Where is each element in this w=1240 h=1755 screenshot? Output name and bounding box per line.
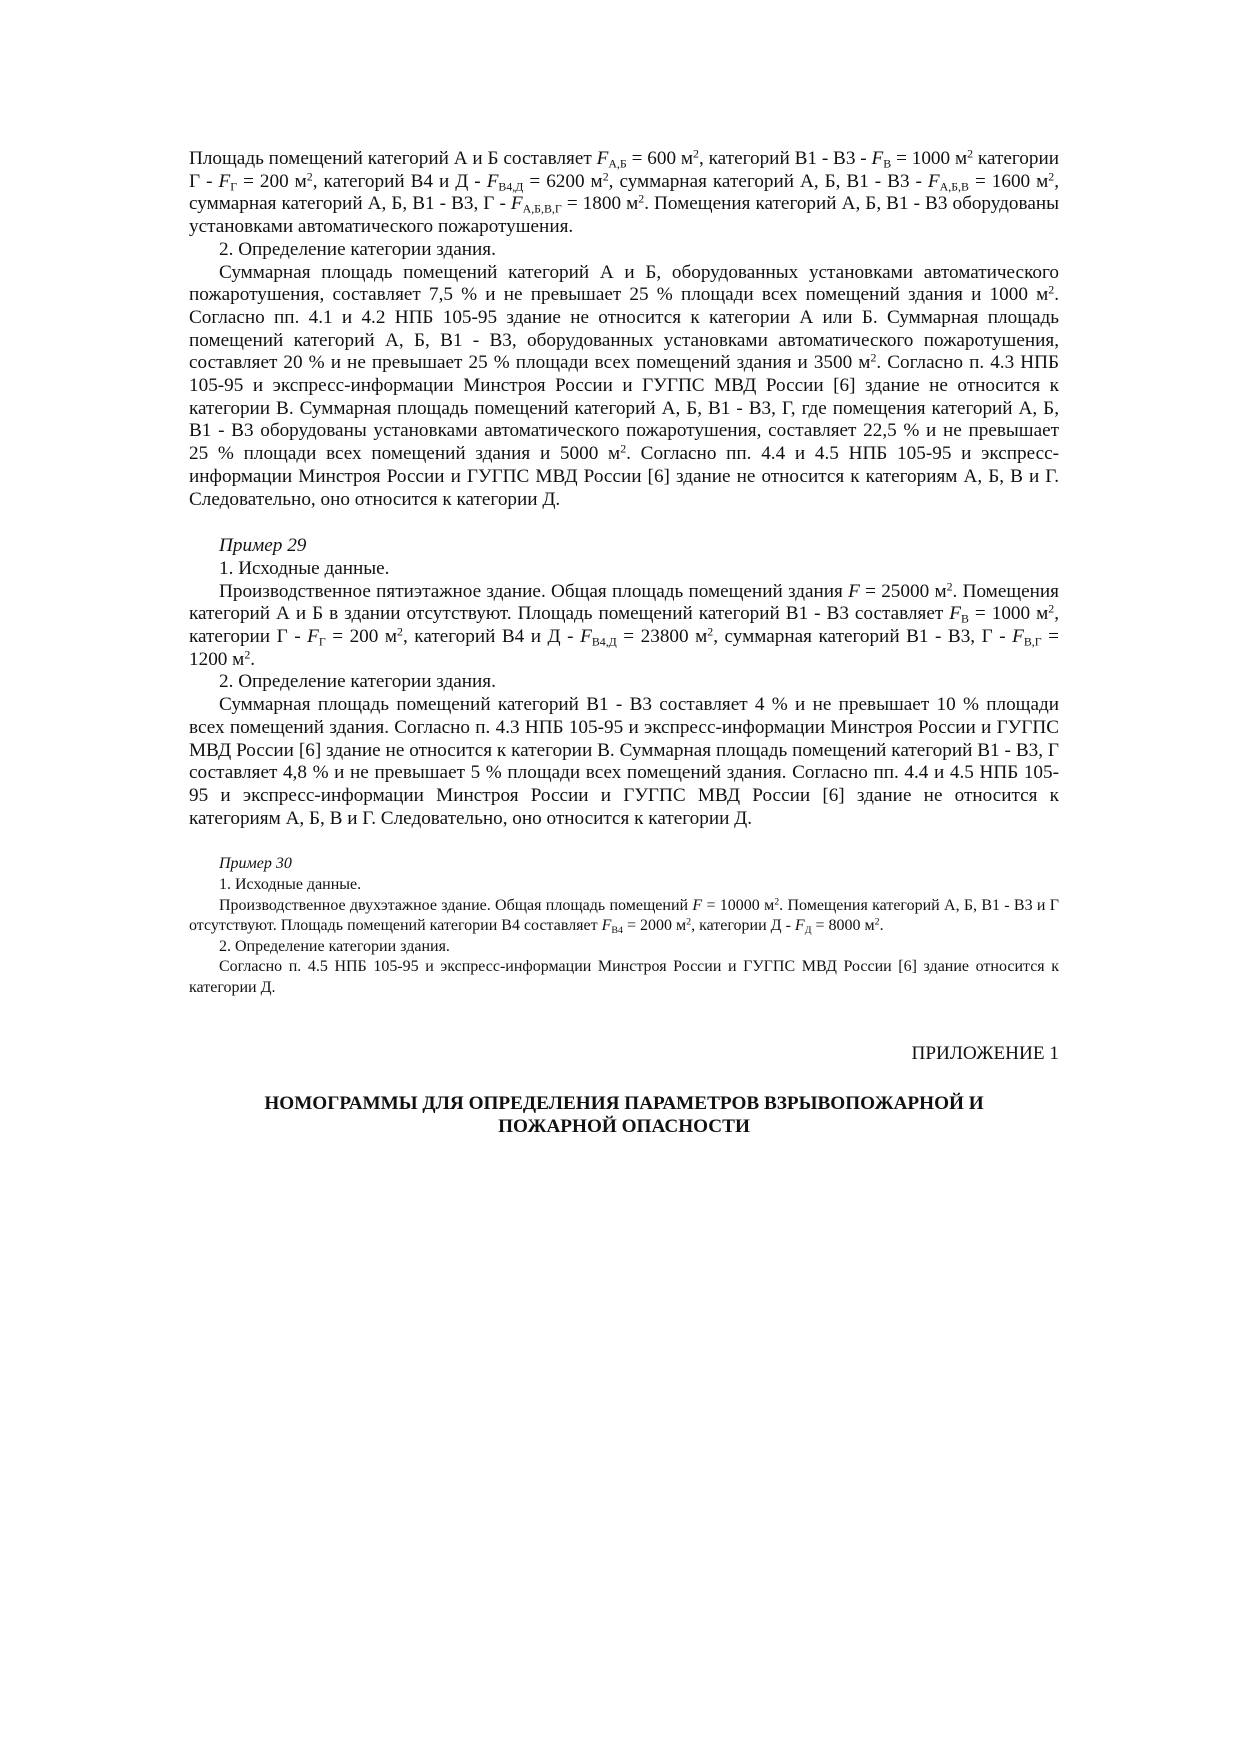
example-29-title: Пример 29 — [219, 535, 307, 557]
example-30-input-heading: 1. Исходные данные. — [219, 875, 362, 893]
appendix-heading: НОМОГРАММЫ ДЛЯ ОПРЕДЕЛЕНИЯ ПАРАМЕТРОВ ВЗРЫВОПОЖАРНОЙ И ПОЖАРНОЙ ОПАСНОСТИ — [264, 1092, 984, 1137]
paragraph-category-analysis: Суммарная площадь помещений категорий А и Б, оборудованных установками автоматического пожаротушения, составляет 7,5 % и не превышает 25 % площади всех помещений здания и 1000 $м^2$. Согласно пп. 4.1 и 4.2 НПБ 105-95 здание не относится к категории А или Б. Суммарная площадь помещений категорий А, Б, В1 - В3, оборудованных установками автоматического пожаротушения, составляет 20 % и не превышает 25 % площади всех помещений здания и 3500 $м^2$. Согласно п. 4.3 НПБ 105-95 и экспресс-информации Минстроя России и ГУГПС МВД России [6] здание не относится к категории В. Суммарная площадь помещений категорий А, Б, В1 - В3, Г, где помещения категорий А, Б, В1 - В3 оборудованы установками автоматического пожаротушения, составляет 22,5 % и не превышает 25 % площади всех помещений здания и 5000 $м^2$. Согласно пп. 4.4 и 4.5 НПБ 105-95 и экспресс-информации Минстроя России и ГУГПС МВД России [6] здание не относится к категориям А, Б, В и Г. Следовательно, оно относится к категории Д. — [189, 261, 1059, 510]
example-30-category-heading: 2. Определение категории здания. — [219, 937, 450, 955]
example-30-block — [189, 854, 1059, 998]
example-29-conclusion: Суммарная площадь помещений категорий В1 - В3 составляет 4 % и не превышает 10 % площади всех помещений здания. Согласно п. 4.3 НПБ 105-95 и экспресс-информации Минстроя России и ГУГПС МВД России [6] здание не относится к категории В. Суммарная площадь помещений категорий В1 - В3, Г составляет 4,8 % и не превышает 5 % площади всех помещений здания. Согласно пп. 4.4 и 4.5 НПБ 105-95 и экспресс-информации Минстроя России и ГУГПС МВД России [6] здание не относится к категориям А, Б, В и Г. Следовательно, оно относится к категории Д. — [189, 694, 1059, 829]
section-heading: 2. Определение категории здания. — [219, 238, 496, 260]
example-30-conclusion: Согласно п. 4.5 НПБ 105-95 и экспресс-информации Минстроя России и ГУГПС МВД России [6] здание относится к категории Д. — [189, 958, 1059, 996]
example-29-input-heading: 1. Исходные данные. — [219, 557, 390, 579]
example-29-input-data: Производственное пятиэтажное здание. Общая площадь помещений здания F = 25000 $м^2$. Помещения категорий А и Б в здании отсутствуют. Площадь помещений категорий В1 - В3 составляет $F_В = 1000$ $м^2$, категории $Г - F_Г = 200$ $м^2$, категорий В4 и $Д - F_{В4,Д} = 23800$ $м^2$, суммарная категорий В1 - В3, $Г - F_{В,Г} = 1200$ $м^2$. — [189, 579, 1059, 670]
appendix-label: ПРИЛОЖЕНИЕ 1 — [911, 1042, 1059, 1064]
example-30-input-data: Производственное двухэтажное здание. Общая площадь помещений F = 10000 $м^2$. Помещения категорий А, Б, В1 - В3 и Г отсутствуют. Площадь помещений категории В4 составляет $F_{В4} = 2000$ $м^2$, категории $Д - F_Д = 8000$ $м^2$. — [189, 896, 1060, 937]
page-content — [189, 148, 1059, 1138]
example-30-title: Пример 30 — [219, 855, 292, 873]
paragraph-areas: Площадь помещений категорий А и Б составляет $F_{А,Б} = 600$ $м^2$, категорий $В1 - В3 - F_В = 1000$ $м^2$ категории $Г - F_Г = 200$ $м^2$, категорий В4 и $Д - F_{В4,Д} = 6200$ $м^2$, суммарная категорий А, Б, $В1 - В3 - F_{А,Б,В} = 1600$ $м^2$, суммарная категорий А, Б, В1 - В3, $Г - F_{А,Б,В,Г} = 1800$ $м^2$. Помещения категорий А, Б, В1 - В3 оборудованы установками автоматического пожаротушения. — [189, 146, 1060, 238]
example-29-category-heading: 2. Определение категории здания. — [219, 671, 496, 693]
